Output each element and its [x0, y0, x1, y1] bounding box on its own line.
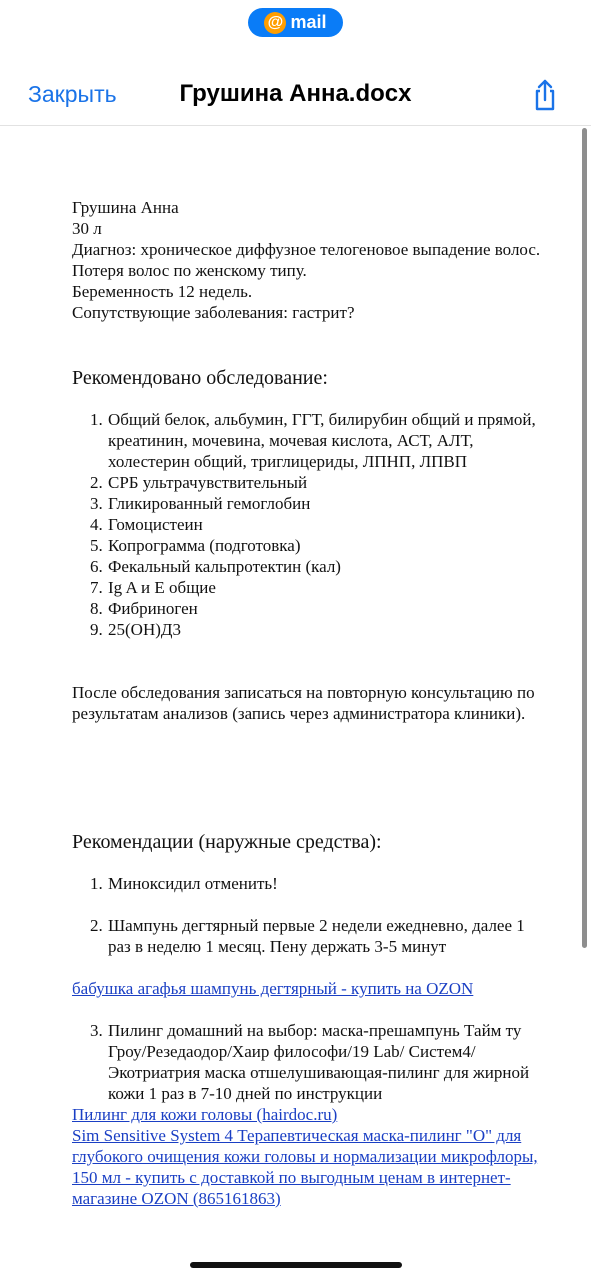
- external-list: [72, 873, 542, 957]
- mail-at-icon: @: [264, 12, 286, 34]
- share-icon[interactable]: [528, 78, 562, 112]
- external-section-title: Рекомендации (наружные средства):: [72, 831, 382, 853]
- home-indicator: [190, 1262, 402, 1268]
- followup-text: После обследования записаться на повторную консультацию по результатам анализов (запись через администратора клиники).: [72, 683, 535, 723]
- document-title: Грушина Анна.docx: [179, 80, 412, 107]
- patient-comorbidities: Сопутствующие заболевания: гастрит?: [72, 303, 355, 322]
- document-body: [72, 197, 542, 1209]
- exam-item: 6. Фекальный кальпротектин (кал): [90, 557, 341, 576]
- exam-item: 5. Копрограмма (подготовка): [90, 536, 301, 555]
- exam-item: 8. Фибриноген: [90, 599, 198, 618]
- external-item: 3. Пилинг домашний на выбор: маска-прешампунь Тайм ту Гроу/Резедаодор/Хаир философи/19 Lab/ Систем4/Экотриатрия маска отшелушивающая-пилинг для жирной кожи 1 раз в 7-10 дней по инструкции: [90, 1021, 530, 1103]
- exam-item: 9. 25(OH)Д3: [90, 620, 181, 639]
- exam-section-title: Рекомендовано обследование:: [72, 367, 328, 389]
- patient-name: Грушина Анна: [72, 198, 179, 217]
- exam-item: 3. Гликированный гемоглобин: [90, 494, 311, 513]
- document-scrollbar[interactable]: [582, 128, 587, 948]
- peeling-link[interactable]: Пилинг для кожи головы (hairdoc.ru): [72, 1105, 338, 1124]
- shampoo-link[interactable]: бабушка агафья шампунь дегтярный - купить на OZON: [72, 979, 474, 998]
- sim-sensitive-link[interactable]: Sim Sensitive System 4 Терапевтическая маска-пилинг "О" для глубокого очищения кожи головы и нормализации микрофлоры, 150 мл - купить с доставкой по выгодным ценам в интернет-магазине OZON (865161863): [72, 1126, 538, 1208]
- mail-pill-label: mail: [290, 12, 327, 32]
- close-button[interactable]: Закрыть: [28, 81, 117, 107]
- exam-item: 4. Гомоцистеин: [90, 515, 203, 534]
- exam-item: 7. Ig A и E общие: [90, 578, 216, 597]
- external-list-continued: [72, 1020, 542, 1104]
- external-item: 1. Миноксидил отменить!: [90, 874, 278, 893]
- mail-app-pill[interactable]: [248, 8, 343, 37]
- patient-pregnancy: Беременность 12 недель.: [72, 282, 253, 301]
- external-item: 2. Шампунь дегтярный первые 2 недели ежедневно, далее 1 раз в неделю 1 месяц. Пену держать 3-5 минут: [90, 916, 525, 956]
- document-header: [0, 60, 591, 126]
- exam-item: 1. Общий белок, альбумин, ГГТ, билирубин общий и прямой, креатинин, мочевина, мочевая кислота, АСТ, АЛТ, холестерин общий, триглицериды, ЛПНП, ЛПВП: [90, 410, 536, 471]
- patient-age: 30 л: [72, 219, 102, 238]
- exam-list: [72, 409, 542, 640]
- patient-diagnosis: Диагноз: хроническое диффузное телогеновое выпадение волос. Потеря волос по женскому типу.: [72, 240, 541, 280]
- exam-item: 2. СРБ ультрачувствительный: [90, 473, 308, 492]
